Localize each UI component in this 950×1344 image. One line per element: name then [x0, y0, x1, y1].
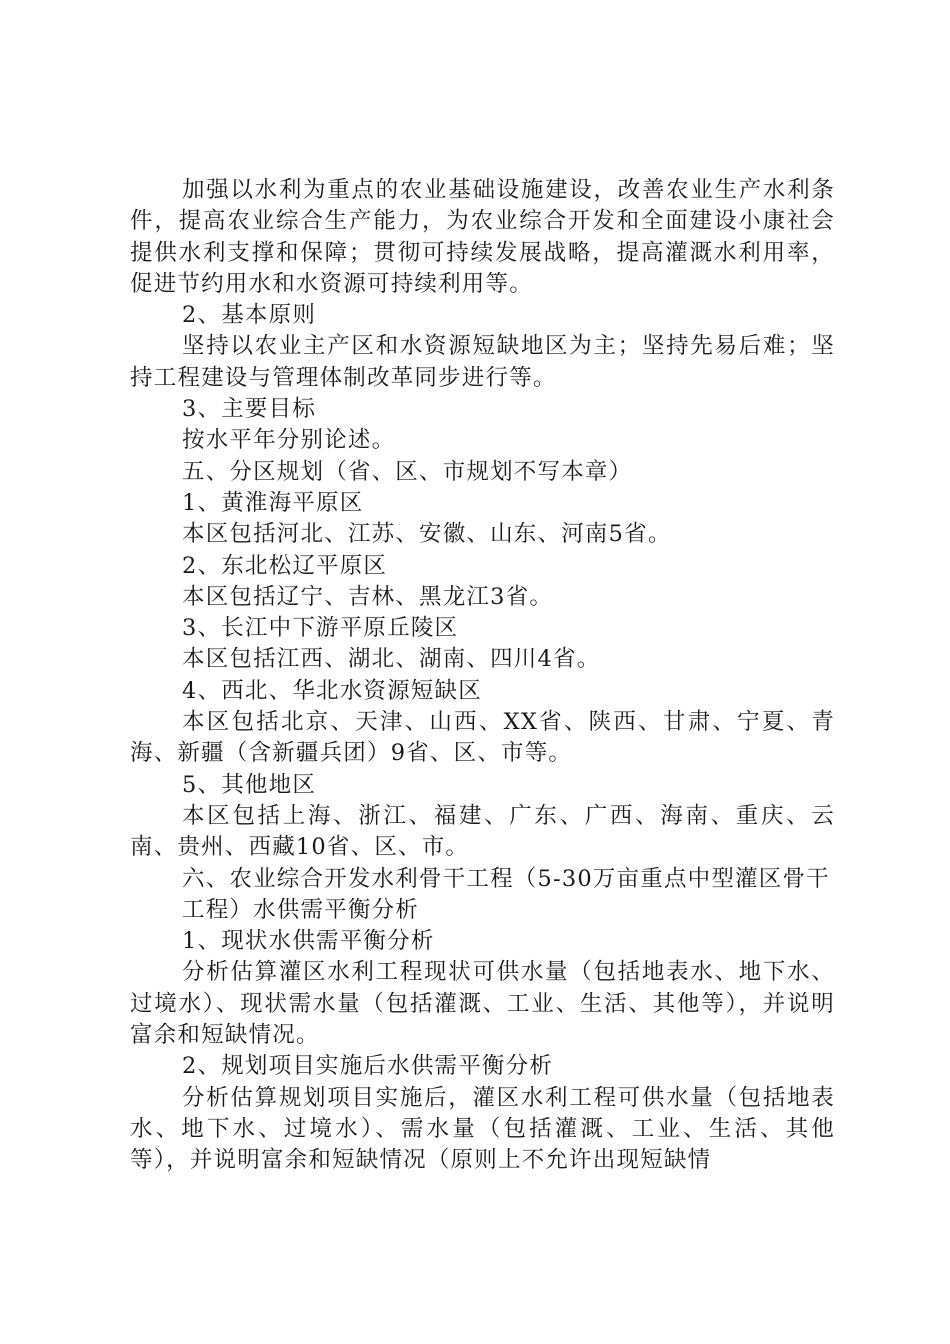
paragraph-21: 2、规划项目实施后水供需平衡分析 — [182, 1053, 554, 1080]
paragraph-7: 1、黄淮海平原区 — [182, 489, 364, 516]
document-body — [130, 175, 835, 1177]
paragraph-18: 工程）水供需平衡分析 — [182, 896, 420, 923]
paragraph-3: 坚持以农业主产区和水资源短缺地区为主；坚持先易后难；坚持工程建设与管理体制改革同步进行等。 — [130, 333, 835, 391]
paragraph-6: 五、分区规划（省、区、市规划不写本章） — [182, 458, 633, 485]
paragraph-2: 2、基本原则 — [182, 302, 317, 329]
paragraph-10: 本区包括辽宁、吉林、黑龙江3省。 — [182, 583, 554, 610]
paragraph-20: 分析估算灌区水利工程现状可供水量（包括地表水、地下水、过境水）、现状需水量（包括灌溉、工业、生活、其他等），并说明富余和短缺情况。 — [130, 959, 835, 1049]
paragraph-15: 5、其他地区 — [182, 771, 317, 798]
paragraph-13: 4、西北、华北水资源短缺区 — [182, 677, 482, 704]
paragraph-19: 1、现状水供需平衡分析 — [182, 928, 435, 955]
paragraph-4: 3、主要目标 — [182, 396, 317, 423]
paragraph-22: 分析估算规划项目实施后，灌区水利工程可供水量（包括地表水、地下水、过境水）、需水量（包括灌溉、工业、生活、其他等），并说明富余和短缺情况（原则上不允许出现短缺情 — [130, 1084, 835, 1174]
paragraph-12: 本区包括江西、湖北、湖南、四川4省。 — [182, 646, 601, 673]
paragraph-17: 六、农业综合开发水利骨干工程（5-30万亩重点中型灌区骨干 — [182, 865, 830, 892]
paragraph-9: 2、东北松辽平原区 — [182, 552, 388, 579]
paragraph-16: 本区包括上海、浙江、福建、广东、广西、海南、重庆、云南、贵州、西藏10省、区、市。 — [130, 802, 835, 861]
paragraph-8: 本区包括河北、江苏、安徽、山东、河南5省。 — [182, 521, 672, 548]
paragraph-5: 按水平年分别论述。 — [182, 427, 396, 454]
paragraph-1: 加强以水利为重点的农业基础设施建设，改善农业生产水利条件，提高农业综合生产能力，为农业综合开发和全面建设小康社会提供水利支撑和保障；贯彻可持续发展战略，提高灌溉水利用率，促进节约用水和水资源可持续利用等。 — [130, 177, 835, 297]
paragraph-14: 本区包括北京、天津、山西、XX省、陕西、甘肃、宁夏、青海、新疆（含新疆兵团）9省、区、市等。 — [130, 709, 835, 767]
paragraph-11: 3、长江中下游平原丘陵区 — [182, 615, 459, 642]
